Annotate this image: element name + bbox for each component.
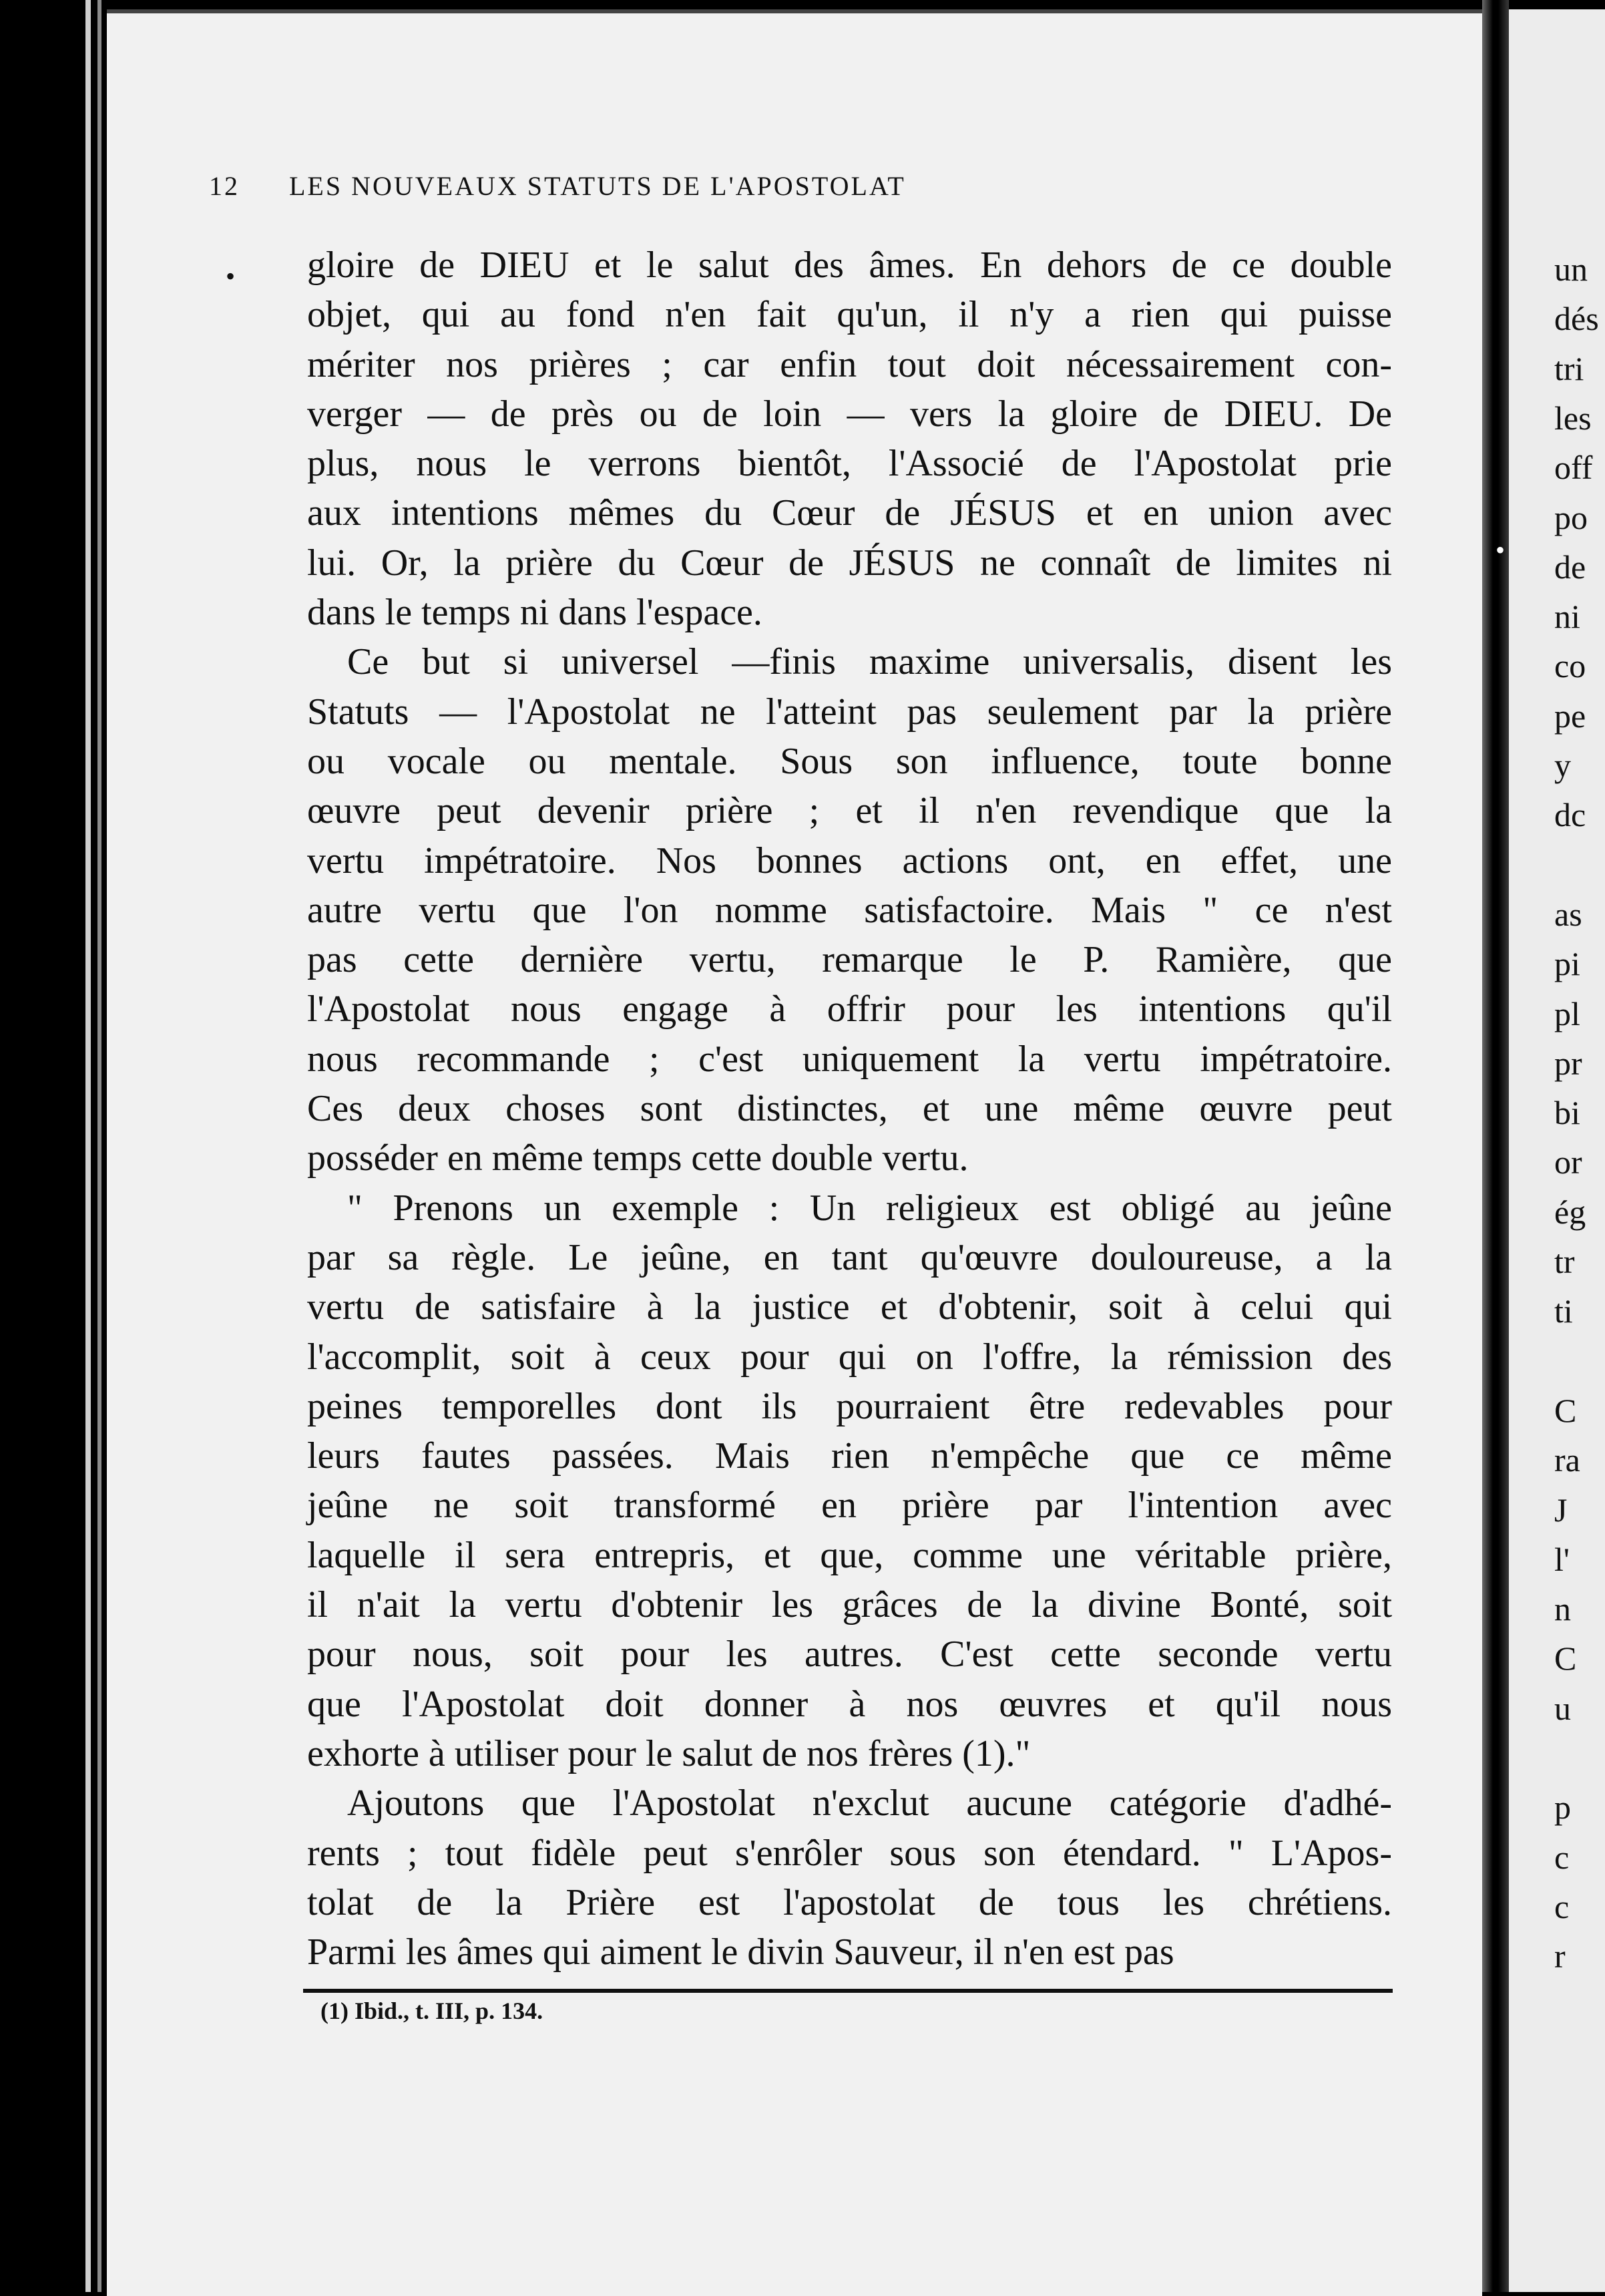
text-line: aux intentions mêmes du Cœur de JÉSUS et en union avec bbox=[307, 492, 1392, 534]
next-page-fragment: or bbox=[1554, 1143, 1582, 1181]
next-page-fragment: y bbox=[1554, 747, 1571, 784]
text-line: pour nous, soit pour les autres. C'est cette seconde vertu bbox=[307, 1634, 1392, 1676]
next-page-fragment: c bbox=[1554, 1887, 1570, 1925]
next-page-fragment: po bbox=[1554, 498, 1588, 536]
page-edge bbox=[97, 0, 101, 2292]
next-page-fragment: dés bbox=[1554, 300, 1599, 338]
next-page-fragment: c bbox=[1554, 1838, 1570, 1876]
text-line: vertu de satisfaire à la justice et d'obtenir, soit à celui qui bbox=[307, 1286, 1392, 1328]
footnote: (1) Ibid., t. III, p. 134. bbox=[320, 1997, 543, 2024]
next-page-fragment: co bbox=[1554, 647, 1586, 685]
next-page-fragment: C bbox=[1554, 1391, 1577, 1429]
text-line: Ces deux choses sont distinctes, et une même œuvre peut bbox=[307, 1088, 1392, 1130]
text-line: peines temporelles dont ils pourraient être redevables pour bbox=[307, 1385, 1392, 1427]
text-line: pas cette dernière vertu, remarque le P. Ramière, que bbox=[307, 939, 1392, 981]
next-page-fragment: tri bbox=[1554, 349, 1584, 387]
next-page-fragment: p bbox=[1554, 1788, 1571, 1827]
next-page-fragment: pe bbox=[1554, 697, 1586, 735]
page-number: 12 bbox=[209, 171, 240, 201]
margin-mark: • bbox=[226, 261, 236, 291]
text-line: tolat de la Prière est l'apostolat de tous les chrétiens. bbox=[307, 1881, 1392, 1923]
page-edge bbox=[85, 0, 91, 2292]
text-line: posséder en même temps cette double vertu. bbox=[307, 1137, 969, 1179]
text-line: lui. Or, la prière du Cœur de JÉSUS ne connaît de limites ni bbox=[307, 542, 1392, 584]
binding-fold bbox=[1482, 0, 1509, 2292]
text-line: objet, qui au fond n'en fait qu'un, il n'y a rien qui puisse bbox=[307, 294, 1392, 336]
next-page-edge bbox=[1509, 9, 1605, 2292]
text-line: dans le temps ni dans l'espace. bbox=[307, 592, 762, 634]
next-page-fragment: ni bbox=[1554, 598, 1580, 636]
text-line: Statuts — l'Apostolat ne l'atteint pas seulement par la prière bbox=[307, 691, 1392, 733]
next-page-fragment: un bbox=[1554, 250, 1588, 288]
text-line: rents ; tout fidèle peut s'enrôler sous son étendard. " L'Apos- bbox=[307, 1832, 1392, 1874]
next-page-fragment: dc bbox=[1554, 796, 1586, 834]
text-line: exhorte à utiliser pour le salut de nos frères (1)." bbox=[307, 1732, 1031, 1774]
next-page-fragment: pr bbox=[1554, 1044, 1582, 1082]
next-page-fragment: u bbox=[1554, 1689, 1571, 1727]
next-page-fragment: pi bbox=[1554, 945, 1580, 983]
text-line: que l'Apostolat doit donner à nos œuvres et qu'il nous bbox=[307, 1683, 1392, 1725]
next-page-fragment: les bbox=[1554, 399, 1592, 437]
next-page-fragment: C bbox=[1554, 1640, 1577, 1678]
text-line: l'accomplit, soit à ceux pour qui on l'offre, la rémission des bbox=[307, 1336, 1392, 1378]
margin-mark: • bbox=[1496, 535, 1506, 565]
scan-gutter bbox=[0, 0, 107, 2292]
text-line: jeûne ne soit transformé en prière par l'intention avec bbox=[307, 1485, 1392, 1527]
next-page-fragment: n bbox=[1554, 1590, 1571, 1628]
text-line: verger — de près ou de loin — vers la gloire de DIEU. De bbox=[307, 393, 1392, 435]
text-line: Ajoutons que l'Apostolat n'exclut aucune catégorie d'adhé- bbox=[347, 1782, 1392, 1825]
next-page-fragment: J bbox=[1554, 1491, 1568, 1529]
text-line: ou vocale ou mentale. Sous son influence, toute bonne bbox=[307, 740, 1392, 782]
footnote-rule bbox=[303, 1989, 1393, 1993]
text-line: gloire de DIEU et le salut des âmes. En dehors de ce double bbox=[307, 244, 1392, 286]
page-header bbox=[209, 170, 1224, 210]
next-page-fragment: l' bbox=[1554, 1540, 1570, 1578]
next-page-fragment: pl bbox=[1554, 994, 1580, 1032]
body-text bbox=[307, 240, 1392, 1977]
text-line: plus, nous le verrons bientôt, l'Associé de l'Apostolat prie bbox=[307, 443, 1392, 485]
next-page-fragment: as bbox=[1554, 895, 1582, 933]
text-line: " Prenons un exemple : Un religieux est obligé au jeûne bbox=[347, 1187, 1392, 1229]
text-line: laquelle il sera entrepris, et que, comme une véritable prière, bbox=[307, 1534, 1392, 1576]
text-line: Parmi les âmes qui aiment le divin Sauveur, il n'en est pas bbox=[307, 1931, 1174, 1973]
text-line: vertu impétratoire. Nos bonnes actions ont, en effet, une bbox=[307, 839, 1392, 882]
text-line: mériter nos prières ; car enfin tout doit nécessairement con- bbox=[307, 343, 1392, 385]
text-line: par sa règle. Le jeûne, en tant qu'œuvre douloureuse, a la bbox=[307, 1236, 1392, 1278]
next-page-fragment: ég bbox=[1554, 1193, 1586, 1231]
next-page-fragment: de bbox=[1554, 548, 1586, 586]
next-page-fragment: tr bbox=[1554, 1243, 1575, 1280]
next-page-fragment: r bbox=[1554, 1937, 1566, 1975]
text-line: Ce but si universel —finis maxime universalis, disent les bbox=[347, 641, 1392, 683]
text-line: il n'ait la vertu d'obtenir les grâces de la divine Bonté, soit bbox=[307, 1584, 1392, 1626]
text-line: nous recommande ; c'est uniquement la vertu impétratoire. bbox=[307, 1038, 1392, 1080]
next-page-fragment: bi bbox=[1554, 1094, 1580, 1132]
next-page-fragment: off bbox=[1554, 449, 1593, 487]
text-line: autre vertu que l'on nomme satisfactoire. Mais " ce n'est bbox=[307, 889, 1392, 931]
text-line: œuvre peut devenir prière ; et il n'en revendique que la bbox=[307, 790, 1392, 832]
text-line: leurs fautes passées. Mais rien n'empêche que ce même bbox=[307, 1435, 1392, 1477]
next-page-fragment: ti bbox=[1554, 1292, 1573, 1330]
running-title: LES NOUVEAUX STATUTS DE L'APOSTOLAT bbox=[289, 171, 906, 201]
next-page-fragment: ra bbox=[1554, 1441, 1580, 1479]
text-line: l'Apostolat nous engage à offrir pour les intentions qu'il bbox=[307, 988, 1392, 1030]
